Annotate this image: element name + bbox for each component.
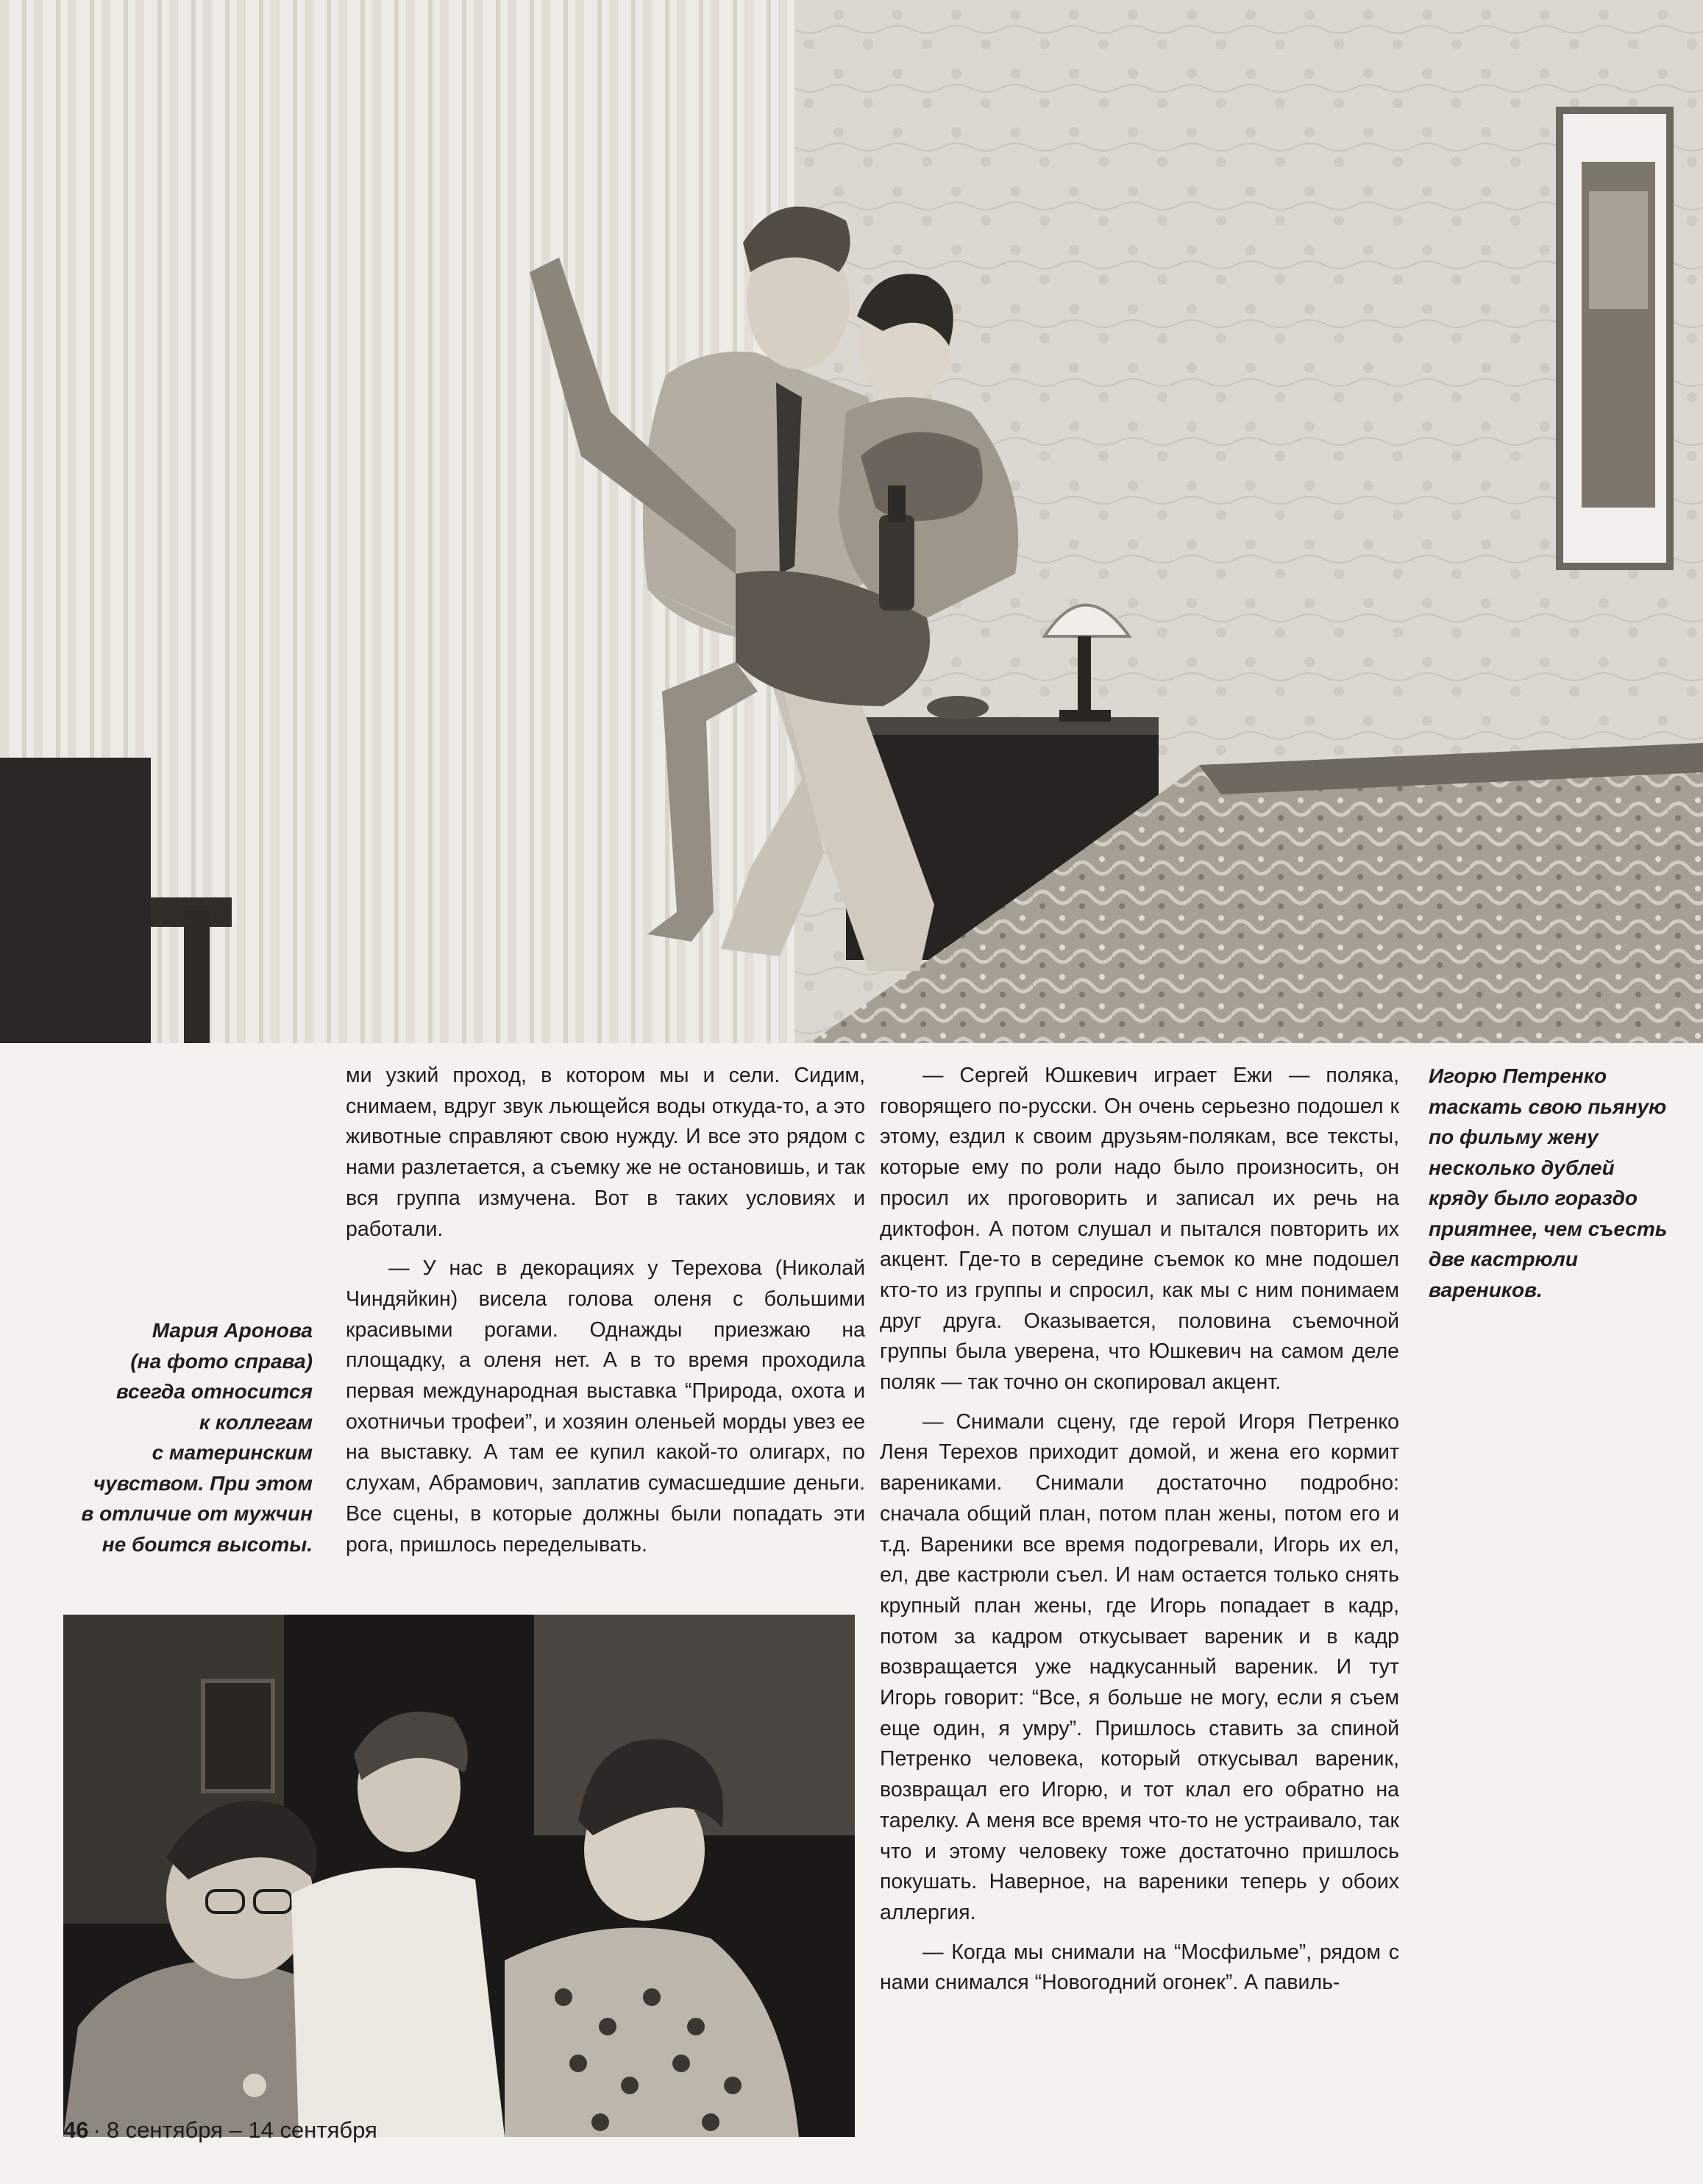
wall-picture-small [203, 1681, 273, 1791]
page-number: 46 [63, 2117, 89, 2143]
caption-line: несколько дублей [1429, 1156, 1615, 1179]
caption-line: две кастрюли [1429, 1248, 1578, 1270]
caption-line: вареников. [1429, 1278, 1543, 1301]
ashtray [927, 696, 989, 719]
caption-line: кряду было гораздо [1429, 1187, 1638, 1209]
issue-dates: 8 сентября – 14 сентября [106, 2117, 377, 2143]
caption-line: Мария Аронова [152, 1319, 313, 1342]
bottom-photo-illustration [63, 1615, 855, 2137]
footer-separator: · [93, 2117, 101, 2143]
paragraph: ми узкий проход, в котором мы и сели. Сидим, снимаем, вдруг звук льющейся воды откуда-то, а это животные справляют свою нужду. И все это рядом с нами разлетается, а съемку же не остановишь, и так вся группа измучена. Вот в таких условиях и работали. [346, 1064, 865, 1241]
plush-toy [861, 432, 983, 521]
top-photo [0, 0, 1703, 1043]
wall-picture [1560, 110, 1670, 566]
caption-line: в отличие от мужчин [81, 1502, 313, 1525]
caption-line: таскать свою пьяную [1429, 1095, 1667, 1118]
brooch [243, 2074, 266, 2097]
caption-line: с материнским [152, 1441, 313, 1464]
paragraph: — Когда мы снимали на “Мосфильме”, рядом с нами снимался “Новогодний огонек”. А павиль- [880, 1940, 1399, 1995]
article-column-middle [880, 1061, 1399, 1999]
photo-caption-right [1429, 1061, 1679, 1305]
caption-line: (на фото справа) [130, 1349, 313, 1373]
paragraph: — Снимали сцену, где герой Игоря Петренко Леня Терехов приходит домой, и жена его кормит варениками. Снимали достаточно подробно: сначала общий план, потом план жены, потом его и т.д. Вареники все время подогревали, Игорь их ел, ел, две кастрюли съел. И нам остается только снять крупный план жены, где Игорь попадает в кадр, потом за кадром откусывает вареник и в кадр возвращается уже надкусанный вареник. И тут Игорь говорит: “Все, я больше не могу, если я съем еще один, я умру”. Пришлось ставить за спиной Петренко человека, который откусывал вареник, возвращал его Игорю, и тот клал его обратно на тарелку. А меня все время что-то не устраивало, так что и этому человеку тоже достаточно пришлось покушать. Наверное, на вареники теперь у обоих аллергия. [880, 1409, 1399, 1924]
page-footer [63, 2117, 377, 2144]
caption-line: Игорю Петренко [1429, 1064, 1607, 1087]
bottom-photo [63, 1615, 855, 2137]
article-column-left [346, 1061, 865, 1560]
caption-line: к коллегам [199, 1410, 313, 1434]
caption-line: не боится высоты. [102, 1532, 313, 1556]
caption-line: приятнее, чем съесть [1429, 1217, 1668, 1240]
photo-caption-left [74, 1315, 313, 1559]
caption-line: по фильму жену [1429, 1125, 1599, 1148]
caption-line: всегда относится [115, 1380, 313, 1403]
paragraph: — У нас в декорациях у Терехова (Николай Чиндяйкин) висела голова оленя с большими красивыми рогами. Однажды приезжаю на площадку, а оленя нет. А в то время проходила первая международная выставка “Природа, охота и охотничьи трофеи”, и хозяин оленьей морды увез ее на выставку. А там ее купил какой-то олигарх, по слухам, Абрамович, заплатив сумасшедшие деньги. Все сцены, в которые должны были попадать эти рога, пришлось переделывать. [346, 1256, 865, 1557]
top-photo-illustration [0, 0, 1703, 1043]
champagne-bottle [879, 515, 914, 611]
paragraph: — Сергей Юшкевич играет Ежи — поляка, говорящего по-русски. Он очень серьезно подошел к этому, ездил к своим друзьям-полякам, все тексты, которые ему по роли надо было произносить, он просил их проговорить и записал их речь на диктофон. А потом слушал и пытался повторить их акцент. Где-то в середине съемок ко мне подошел кто-то из группы и спросил, как мы с ним понимаем друг друга. Оказывается, половина съемочной группы была уверена, что Юшкевич на самом деле поляк — так точно он скопировал акцент. [880, 1064, 1399, 1395]
caption-line: чувством. При этом [93, 1471, 313, 1495]
